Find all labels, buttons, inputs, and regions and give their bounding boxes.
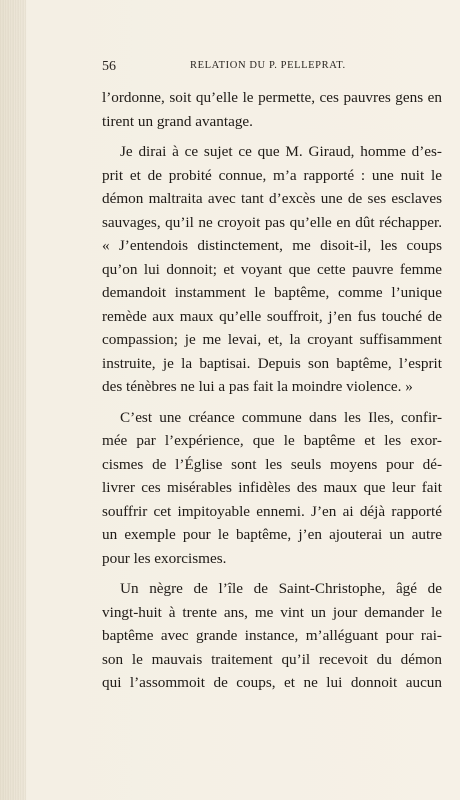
text-line: des ténèbres ne lui a pas fait la moindre violence. » — [102, 378, 413, 395]
page-number: 56 — [102, 59, 116, 74]
text-line: pour les exorcismes. — [102, 549, 227, 567]
text-line: l’ordonne, soit qu’elle le permette, ces pauvres gens en — [102, 89, 442, 106]
text-line: son le mauvais traitement qu’il recevoit du démon — [102, 650, 442, 668]
text-line: prit et de probité connue, m’a rapporté : une nuit le — [102, 166, 442, 184]
text-line: vingt-huit à trente ans, me vint un jour demander le — [102, 603, 442, 621]
text-line: Un nègre de l’île de Saint-Christophe, âgé de — [120, 580, 442, 597]
text-line: C’est une créance commune dans les Iles, confir- — [120, 408, 442, 426]
text-line: instruite, je la baptisai. Depuis son baptême, l’esprit — [102, 354, 442, 372]
text-line: qu’on lui donnoit; et voyant que cette pauvre femme — [102, 260, 442, 278]
text-line: sauvages, qu’il ne croyoit pas qu’elle en dût réchapper. — [102, 213, 442, 231]
text-line: « J’entendois distinctement, me disoit-il, les coups — [102, 237, 442, 254]
page-edge — [0, 0, 26, 800]
text-line: souffrir cet impitoyable ennemi. J’en ai déjà rapporté — [102, 502, 442, 520]
text-line: demandoit instamment le baptême, comme l’unique — [102, 284, 442, 301]
text-line: compassion; je me levai, et, la croyant suffisamment — [102, 331, 442, 348]
text-line: Je dirai à ce sujet ce que M. Giraud, homme d’es- — [120, 143, 442, 160]
text-line: qui l’assommoit de coups, et ne lui donnoit aucun — [102, 674, 442, 691]
text-line: baptême avec grande instance, m’alléguant pour rai- — [102, 627, 442, 644]
text-line: livrer ces misérables infidèles des maux que leur fait — [102, 479, 442, 496]
text-line: remède aux maux qu’elle souffroit, j’en fus touché de — [102, 307, 442, 325]
text-line: mée par l’expérience, que le baptême et les exor- — [102, 432, 442, 449]
page-header — [102, 59, 442, 79]
text-line: tirent un grand avantage. — [102, 112, 253, 130]
text-line: un exemple pour le baptême, j’en ajouterai un autre — [102, 526, 442, 543]
body-text — [102, 86, 442, 695]
text-line: cismes de l’Église sont les seuls moyens pour dé- — [102, 455, 442, 473]
running-head: RELATION DU P. PELLEPRAT. — [190, 60, 346, 71]
text-line: démon maltraita avec tant d’excès une de ses esclaves — [102, 190, 442, 207]
